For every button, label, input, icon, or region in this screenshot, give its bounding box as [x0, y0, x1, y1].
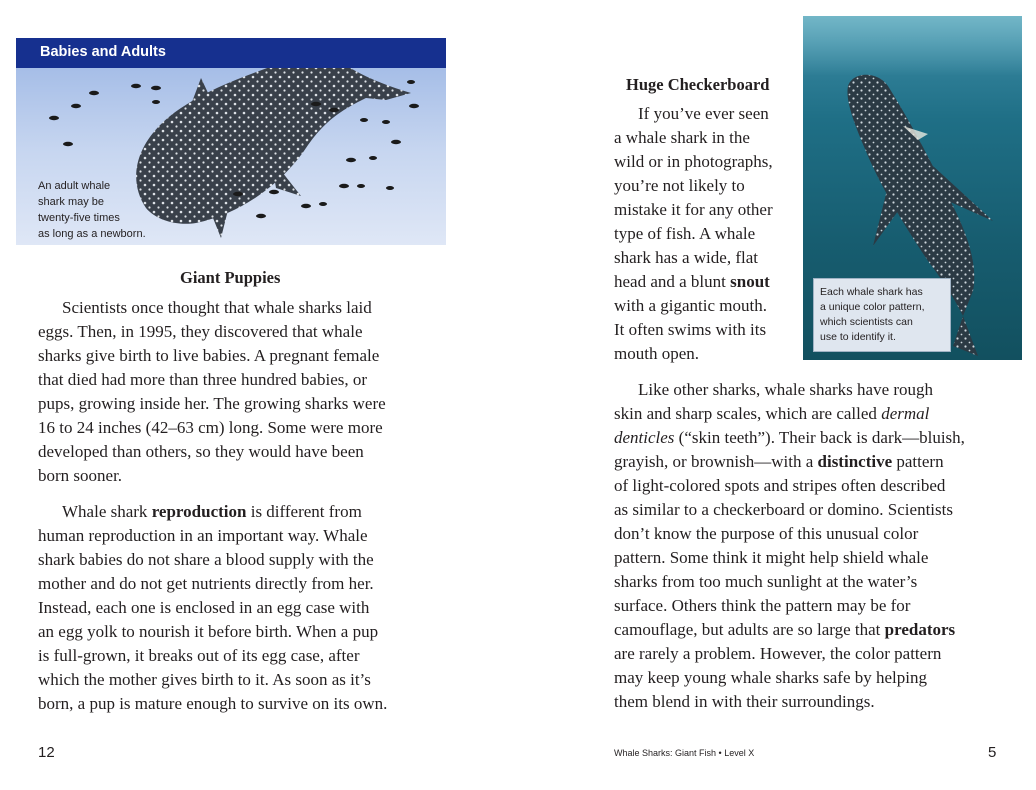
glossary-term-reproduction: reproduction [151, 502, 247, 521]
glossary-term-snout: snout [730, 272, 770, 291]
term-denticles: denticles [614, 428, 675, 447]
whale-shark-photo [803, 16, 1022, 360]
glossary-term-distinctive: distinctive [817, 452, 893, 471]
book-footer-title: Whale Sharks: Giant Fish • Level X [614, 748, 755, 758]
paragraph-reproduction: Whale shark reproduction is different from human reproduction in an important way. Whale shark babies do not share a blood supply with the mother and do not get nutrients directly from her. Instead, each one is enclosed in an egg case with an egg yolk to nourish it before birth. When a pup is full-grown, it breaks out of its egg case, after which the mother gives birth to it. As soon as it’s born, a pup is mature enough to survive on its own. [38, 502, 388, 713]
page-number-right: 5 [988, 744, 997, 761]
figure-caption: An adult whale shark may be twenty-five times as long as a newborn. [38, 180, 146, 240]
term-dermal: dermal [881, 404, 930, 423]
paragraph-giant-puppies-1: Scientists once thought that whale sharks laid eggs. Then, in 1995, they discovered that whale sharks give birth to live babies. A pregnant female that died had more than three hundred babies, or pups, growing inside her. The growing sharks were 16 to 24 inches (42–63 cm) long. Some were more developed than others, so they would have been born sooner. [38, 298, 386, 485]
section-heading-giant-puppies: Giant Puppies [180, 268, 281, 287]
glossary-term-predators: predators [884, 620, 956, 639]
babies-adults-figure [16, 38, 446, 245]
paragraph-huge-checkerboard-2: Like other sharks, whale sharks have rough skin and sharp scales, which are called dermal denticles (“skin teeth”). Their back is dark—bluish, grayish, or brownish—with a distinctive pattern of light-colored spots and stripes often described as similar to a checkerboard or domino. Scientists don’t know the purpose of this unusual color pattern. Some think it might help shield whale sharks from too much sunlight at the water’s surface. Others think the pattern may be for camouflage, but adults are so large that predators are rarely a problem. However, the color pattern may keep young whale sharks safe by helping them blend in with their surroundings. [614, 380, 965, 711]
section-heading-huge-checkerboard: Huge Checkerboard [626, 75, 770, 94]
figure-title: Babies and Adults [40, 44, 166, 60]
paragraph-huge-checkerboard-1: If you’ve ever seen a whale shark in the wild or in photographs, you’re not likely to mistake it for any other type of fish. A whale shark has a wide, flat head and a blunt snout with a gigantic mouth. It often swims with its mouth open. [614, 104, 773, 363]
page-number-left: 12 [38, 744, 55, 761]
photo-caption: Each whale shark has a unique color pattern, which scientists can use to identify it. [813, 278, 951, 352]
